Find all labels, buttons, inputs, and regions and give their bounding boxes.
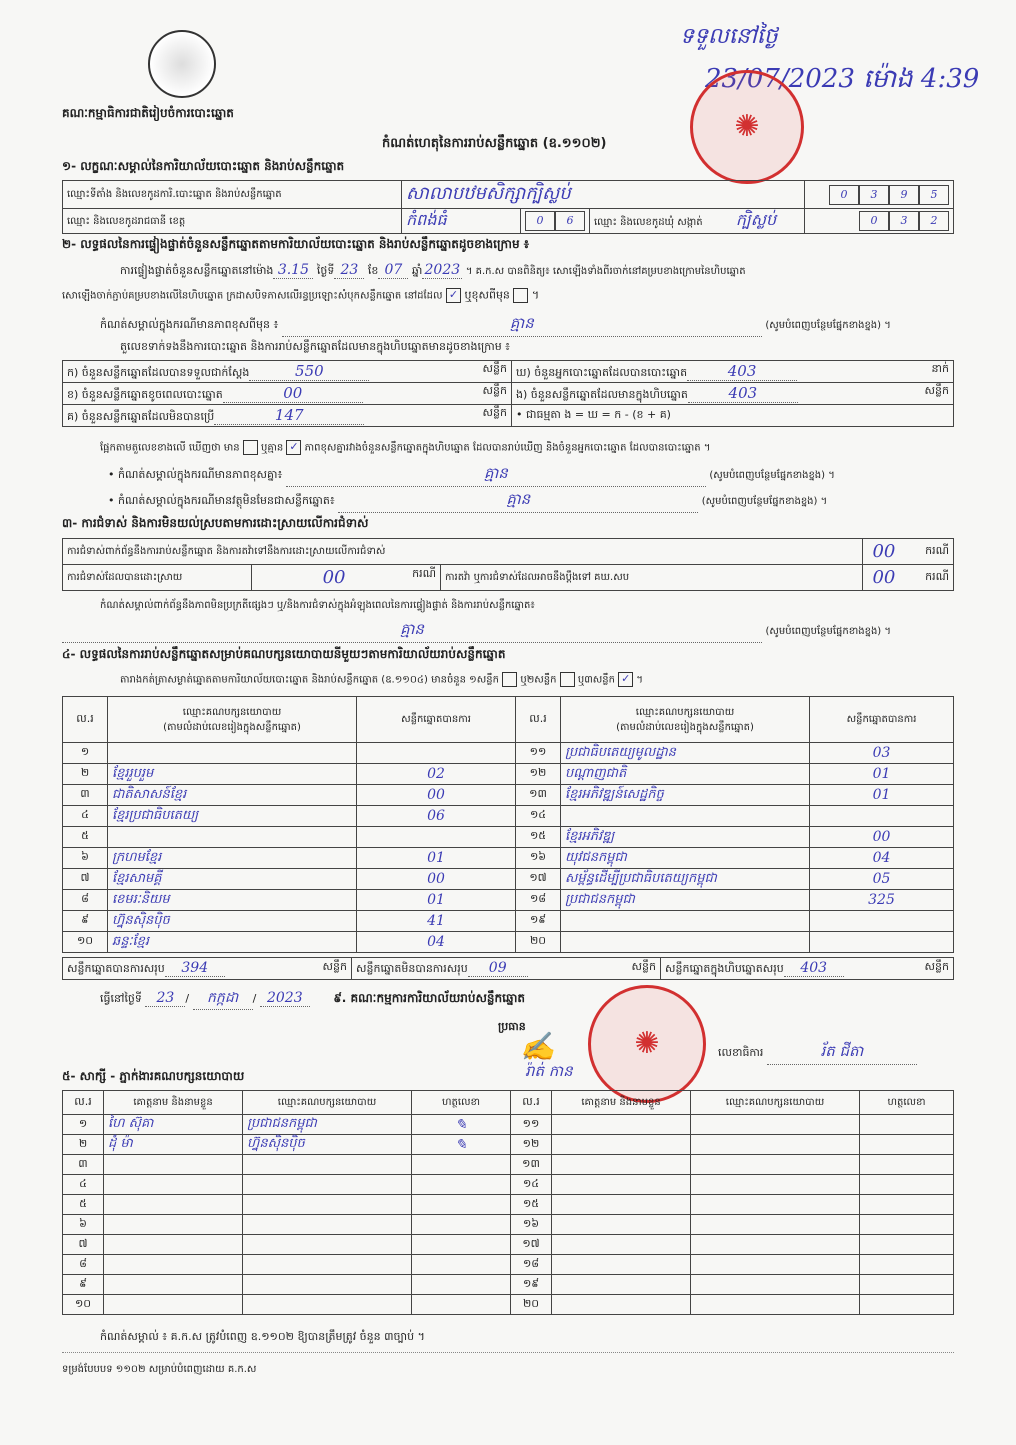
witness-name — [552, 1275, 691, 1295]
vote-count: 325 — [810, 890, 954, 911]
s3-r1-value: 00 — [862, 539, 905, 565]
row-number: ២ — [63, 764, 108, 785]
row-number: ៥ — [63, 827, 108, 848]
table-row — [63, 1295, 954, 1315]
table-row — [63, 1215, 954, 1235]
s1-row2-code: 0 6 — [521, 209, 590, 234]
witness-signature — [412, 1195, 511, 1215]
row-number: ១៦ — [516, 848, 561, 869]
witness-party — [691, 1275, 860, 1295]
s5-witness-body — [63, 1115, 954, 1315]
row-number: ៧ — [63, 869, 108, 890]
s2-note-value: គ្មាន — [282, 314, 762, 337]
witness-name — [104, 1155, 243, 1175]
witness-signature: ✎ — [412, 1115, 511, 1135]
row-number: ១០ — [63, 1295, 104, 1315]
witness-signature — [860, 1255, 954, 1275]
row-number: ១៥ — [511, 1195, 552, 1215]
party-name: សម្ព័ន្ធដើម្បីប្រជាធិបតេយ្យកម្ពុជា — [561, 869, 810, 890]
vote-count: 00 — [810, 827, 954, 848]
s3-note-label: កំណត់សម្គាល់ពាក់ព័ន្ធនឹងភាពមិនប្រក្រតីផ្សេងៗ ឬ/និងការជំទាស់ក្នុងអំឡុងពេលនៃការផ្ទៀងផ្ទាត់ និងការរាប់សន្លឹកឆ្នោត៖ — [100, 600, 535, 611]
s2-b2-value: គ្មាន — [338, 490, 698, 513]
row-number: ១៧ — [511, 1235, 552, 1255]
party-name — [561, 932, 810, 953]
s1-row1-code: 0 3 9 5 — [805, 181, 954, 209]
section4-title: ៤- លទ្ធផលនៃការរាប់សន្លឹកឆ្នោតសម្រាប់គណបក្សនយោបាយនីមួយៗតាមការិយាល័យរាប់សន្លឹកឆ្នោត — [62, 647, 506, 661]
party-name: បណ្តាញជាតិ — [561, 764, 810, 785]
row-number: ១៥ — [516, 827, 561, 848]
witness-name — [552, 1255, 691, 1275]
secretary-line: លេខាធិការ រ័ត ជីតា — [718, 1042, 917, 1065]
section1-table — [62, 180, 954, 234]
s4-total-valid: 394 — [165, 960, 225, 977]
official-seal-top: ✺ — [690, 70, 804, 184]
row-number: ៨ — [63, 1255, 104, 1275]
s2-bullet2: • កំណត់សម្គាល់ក្នុងករណីមានវត្ថុមិនមែនជាសន្លឹកឆ្នោត៖ គ្មាន (សូមបំពេញបន្ថែមផ្នែកខាងខ្នង) ។ — [108, 490, 958, 513]
table-row — [63, 1235, 954, 1255]
national-emblem-icon — [148, 30, 216, 98]
s3-r2b-label: ការតវ៉ា ឬការជំទាស់ដែលអាចនឹងប្តឹងទៅ គឃ.សប — [441, 565, 863, 591]
witness-name: ហៃ ស៊ុគា — [104, 1115, 243, 1135]
party-name — [108, 743, 357, 764]
witness-party — [691, 1155, 860, 1175]
witness-party — [691, 1115, 860, 1135]
s2-figures-table: ក) ចំនួនសន្លឹកឆ្នោតដែលបានទទួលជាក់ស្តែង 550 សន្លឹក ឃ) ចំនួនអ្នកបោះឆ្នោតដែលបានបោះឆ្នោត 403 នាក់ ខ) ចំនួនសន្លឹកឆ្នោតខូចពេលបោះឆ្នោត 00 សន្លឹក ង) ចំនួនសន្លឹកឆ្នោតដែលមានក្នុងហិបឆ្នោត 403 សន្លឹក គ) ចំនួនសន្លឹកឆ្នោតដែលមិនបានប្រើ 147 សន្លឹក • ជាធម្មតា ង = ឃ = ក - (ខ + គ) — [62, 360, 954, 427]
party-name: ខ្មែរប្រជាធិបតេយ្យ — [108, 806, 357, 827]
party-name: ជាតិសាសន៍ខ្មែរ — [108, 785, 357, 806]
section1-title: ១- លក្ខណៈសម្គាល់នៃការិយាល័យបោះឆ្នោត និងរាប់សន្លឹកឆ្នោត — [62, 159, 345, 173]
row-number: ៩ — [63, 911, 108, 932]
witness-name — [552, 1115, 691, 1135]
witness-party — [691, 1295, 860, 1315]
s2-b1-value: គ្មាន — [286, 464, 706, 487]
s2-same-checkbox[interactable]: ✓ — [446, 288, 461, 303]
row-number: ១៩ — [516, 911, 561, 932]
witness-party — [243, 1155, 412, 1175]
s4-date-line: ធ្វើនៅថ្ងៃទី 23 / កក្កដា / 2023 ៩. គណៈកម្មការការិយាល័យរាប់សន្លឹកឆ្នោត — [100, 988, 525, 1010]
row-number: ៩ — [63, 1275, 104, 1295]
s3-r2b-value: 00 — [862, 565, 905, 591]
s4-totals: សន្លឹកឆ្នោតបានការសរុប 394 សន្លឹក សន្លឹកឆ្នោតមិនបានការសរុប 09 សន្លឹក សន្លឹកឆ្នោតក្នុងហិបឆ្នោតសរុប 403 សន្លឹក — [62, 957, 954, 980]
vote-count — [810, 806, 954, 827]
table-row — [63, 890, 954, 911]
handwritten-receipt-line2: 23/07/2023 ម៉ោង 4:39 — [705, 64, 980, 94]
witness-signature — [412, 1295, 511, 1315]
s3-note-value: គ្មាន — [62, 620, 762, 643]
witness-party — [243, 1275, 412, 1295]
row-number: ២ — [63, 1135, 104, 1155]
row-number: ៤ — [63, 806, 108, 827]
row-number: ៧ — [63, 1235, 104, 1255]
s2-month: 07 — [378, 262, 408, 279]
section3-table: ការជំទាស់ពាក់ព័ន្ធនឹងការរាប់សន្លឹកឆ្នោត និងការតវ៉ាទៅនឹងការដោះស្រាយលើការជំទាស់ 00 ករណី ការជំទាស់ដែលបានដោះស្រាយ 00 ករណី ការតវ៉ា ឬការជំទាស់ដែលអាចនឹងប្តឹងទៅ គឃ.សប 00 ករណី — [62, 538, 954, 591]
party-name: ខ្មែររួបរួម — [108, 764, 357, 785]
s2-ng-value: 403 — [688, 384, 798, 403]
row-number: ២០ — [511, 1295, 552, 1315]
witness-name — [104, 1255, 243, 1275]
vote-count — [810, 932, 954, 953]
witness-signature — [860, 1295, 954, 1315]
s3-r1-label: ការជំទាស់ពាក់ព័ន្ធនឹងការរាប់សន្លឹកឆ្នោត និងការតវ៉ាទៅនឹងការដោះស្រាយលើការជំទាស់ — [63, 539, 863, 565]
witness-party — [691, 1195, 860, 1215]
s2-time: 3.15 — [273, 262, 313, 279]
witness-name — [104, 1235, 243, 1255]
vote-count: 01 — [810, 764, 954, 785]
witness-party — [243, 1255, 412, 1275]
row-number: ១៨ — [511, 1255, 552, 1275]
witness-name — [552, 1195, 691, 1215]
party-name: ក្រហមខ្មែរ — [108, 848, 357, 869]
witness-party — [243, 1295, 412, 1315]
witness-name — [104, 1295, 243, 1315]
party-name: ហ្វ៊ុនស៊ិនប៉ិច — [108, 911, 357, 932]
witness-signature — [412, 1255, 511, 1275]
witness-party — [691, 1235, 860, 1255]
table-row — [63, 848, 954, 869]
vote-count: 02 — [357, 764, 516, 785]
witness-name — [552, 1235, 691, 1255]
vote-count: 00 — [357, 785, 516, 806]
witness-signature — [860, 1115, 954, 1135]
official-seal-bottom: ✺ — [588, 985, 706, 1103]
chair-signature: ✍ — [520, 1030, 555, 1063]
s2-has-checkbox[interactable] — [243, 440, 258, 455]
s3-r2-label: ការជំទាស់ដែលបានដោះស្រាយ — [63, 565, 252, 591]
party-name — [561, 806, 810, 827]
row-number: ១ — [63, 1115, 104, 1135]
table-row — [63, 1195, 954, 1215]
party-name — [561, 911, 810, 932]
row-number: ១៣ — [511, 1155, 552, 1175]
handwritten-receipt-line1: ទទួលនៅថ្ងៃ — [680, 24, 778, 49]
witness-party — [243, 1215, 412, 1235]
row-number: ៤ — [63, 1175, 104, 1195]
row-number: ៥ — [63, 1195, 104, 1215]
party-name: ឆន្ទៈខ្មែរ — [108, 932, 357, 953]
s2-day: 23 — [334, 262, 364, 279]
witness-name — [552, 1295, 691, 1315]
footer-text: ទម្រង់បែបបទ ១១០២ សម្រាប់បំពេញដោយ គ.ក.ស — [62, 1364, 257, 1375]
table-row — [63, 1155, 954, 1175]
s2-paragraph1: ការផ្ទៀងផ្ទាត់ចំនួនសន្លឹកឆ្នោតនៅម៉ោង 3.15 ថ្ងៃទី 23 ខែ 07 ឆ្នាំ 2023 ។ គ.ក.ស បានពិនិត្យ៖ សោឡើងទាំងពីរចាក់នៅគម្របខាងក្រោមនៃហិបឆ្នោត — [120, 262, 746, 278]
s2-note: កំណត់សម្គាល់ក្នុងករណីមានភាពខុសពីមុន ៖ គ្មាន (សូមបំពេញបន្ថែមផ្នែកខាងខ្នង) ។ — [100, 314, 960, 337]
witness-name: ដុំ ម៉ា — [104, 1135, 243, 1155]
s4-date-day: 23 — [145, 990, 185, 1007]
table-row — [63, 827, 954, 848]
row-number: ១០ — [63, 932, 108, 953]
row-number: ១២ — [516, 764, 561, 785]
vote-count — [357, 743, 516, 764]
s2-gh-value: 403 — [687, 362, 797, 381]
s2-k-value: 550 — [249, 362, 369, 381]
witness-name — [552, 1155, 691, 1175]
vote-count: 06 — [357, 806, 516, 827]
witness-signature — [860, 1215, 954, 1235]
s4-one-sheet-checkbox[interactable] — [502, 672, 517, 687]
s3-r2-value: 00 — [322, 567, 346, 588]
s4-date-month: កក្កដា — [193, 988, 253, 1010]
row-number: ១ — [63, 743, 108, 764]
s2-none-checkbox[interactable]: ✓ — [286, 440, 301, 455]
witness-signature — [860, 1235, 954, 1255]
row-number: ២០ — [516, 932, 561, 953]
witness-name — [552, 1135, 691, 1155]
party-name: ខ្មែរអភិវឌ្ឍន៍សេដ្ឋកិច្ច — [561, 785, 810, 806]
row-number: ១៩ — [511, 1275, 552, 1295]
s5-note: កំណត់សម្គាល់ ៖ គ.ក.ស ត្រូវបំពេញ ឧ.១១០២ ឱ្យបានត្រឹមត្រូវ ចំនួន ៣ច្បាប់ ។ — [100, 1330, 425, 1343]
row-number: ៣ — [63, 785, 108, 806]
s1-row2-value: កំពង់ធំ — [402, 209, 521, 234]
s1-row2b-label: ឈ្មោះ និងលេខកូដឃុំ សង្កាត់ ក្បិស្លប់ — [590, 209, 805, 234]
row-number: ៣ — [63, 1155, 104, 1175]
table-row — [63, 1275, 954, 1295]
vote-count — [810, 911, 954, 932]
table-row — [63, 1255, 954, 1275]
vote-count: 04 — [810, 848, 954, 869]
s2-kh-value: 00 — [223, 384, 363, 403]
s4-results-table: ល.រ ឈ្មោះគណបក្សនយោបាយ (តាមលំដាប់លេខរៀងក្នុងសន្លឹកឆ្នោត) សន្លឹកឆ្នោតបានការ ល.រ ឈ្មោះគណបក្សនយោបាយ (តាមលំដាប់លេខរៀងក្នុងសន្លឹកឆ្នោត) សន្លឹកឆ្នោតបានការ ១ ១១ ប្រជាធិបតេយ្យមូលដ្ឋាន 03 ២ ខ្មែររួបរួម 02 ១២ បណ្តាញជាតិ 01 ៣ ជាតិសាសន៍ខ្មែរ 00 ១៣ ខ្មែរអភិវឌ្ឍន៍សេដ្ឋកិច្ច 01 ៤ ខ្មែរប្រជាធិបតេយ្យ 06 ១៤ ៥ ១៥ ខ្មែរអភិវឌ្ឍ 00 ៦ ក្រហមខ្មែរ 01 ១៦ យុវជនកម្ពុជា 04 ៧ ខ្មែរសាមគ្គី 00 ១៧ សម្ព័ន្ធដើម្បីប្រជាធិបតេយ្យកម្ពុជា 05 ៨ ខេមរៈនិយម 01 ១៨ ប្រជាជនកម្ពុជា 325 ៩ ហ្វ៊ុនស៊ិនប៉ិច 41 ១៩ ១០ ឆន្ទៈខ្មែរ 04 ២០ — [62, 696, 954, 953]
row-number: ៦ — [63, 848, 108, 869]
s2-bullet1: • កំណត់សម្គាល់ក្នុងករណីមានភាពខុសគ្នា៖ គ្មាន (សូមបំពេញបន្ថែមផ្នែកខាងខ្នង) ។ — [108, 464, 958, 487]
table-row — [63, 1135, 954, 1155]
vote-count: 00 — [357, 869, 516, 890]
witness-signature — [860, 1275, 954, 1295]
table-row — [63, 932, 954, 953]
witness-signature — [860, 1155, 954, 1175]
party-name: ខ្មែរសាមគ្គី — [108, 869, 357, 890]
witness-signature — [412, 1215, 511, 1235]
s4-total-ballots: 403 — [784, 960, 844, 977]
s4-two-sheets-checkbox[interactable] — [560, 672, 575, 687]
witness-party — [243, 1175, 412, 1195]
vote-count: 04 — [357, 932, 516, 953]
vote-count: 05 — [810, 869, 954, 890]
s4-three-sheets-checkbox[interactable]: ✓ — [618, 672, 633, 687]
table-row — [63, 1115, 954, 1135]
s1-row1-value: សាលាបឋមសិក្សាក្បិស្លប់ — [402, 181, 805, 209]
table-row — [63, 1175, 954, 1195]
table-row — [63, 764, 954, 785]
table-row — [63, 743, 954, 764]
chair-label: ប្រធាន — [498, 1020, 526, 1033]
table-row — [63, 785, 954, 806]
witness-name — [104, 1175, 243, 1195]
witness-name — [104, 1195, 243, 1215]
s2-g-value: 147 — [214, 406, 364, 425]
s1-row2-label: ឈ្មោះ និងលេខកូដរាជធានី ខេត្ត — [63, 209, 402, 234]
vote-count: 01 — [357, 848, 516, 869]
party-name: ប្រជាជនកម្ពុជា — [561, 890, 810, 911]
party-name: ប្រជាធិបតេយ្យមូលដ្ឋាន — [561, 743, 810, 764]
witness-signature — [412, 1155, 511, 1175]
row-number: ១៦ — [511, 1215, 552, 1235]
section2-title: ២- លទ្ធផលនៃការផ្ទៀងផ្ទាត់ចំនួនសន្លឹកឆ្នោតតាមការិយាល័យបោះឆ្នោត និងរាប់សន្លឹកឆ្នោតដូចខាងក្រោម ៖ — [62, 237, 530, 251]
s1-row2b-code: 0 3 2 — [805, 209, 954, 234]
s4-date-year: 2023 — [260, 990, 310, 1007]
header-org: គណៈកម្មាធិការជាតិរៀបចំការបោះឆ្នោត — [62, 106, 234, 120]
section5-title: ៥- សាក្សី - ភ្នាក់ងារគណបក្សនយោបាយ — [62, 1069, 245, 1083]
s4-intro: តារាងកត់ត្រាសម្ងាត់ឆ្នោតតាមការិយាល័យបោះឆ្នោត និងរាប់សន្លឹកឆ្នោត (ឧ.១១០៤) មានចំនួន ១សន្លឹក ឬ២សន្លឹក ឬ៣សន្លឹក ✓ ។ — [120, 672, 643, 686]
party-name — [108, 827, 357, 848]
witness-signature — [860, 1135, 954, 1155]
witness-party — [691, 1215, 860, 1235]
row-number: ១៣ — [516, 785, 561, 806]
witness-party — [243, 1195, 412, 1215]
s1-row1-label: ឈ្មោះទីតាំង និងលេខកូដការិ.បោះឆ្នោត និងរាប់សន្លឹកឆ្នោត — [63, 181, 402, 209]
document-title: កំណត់ហេតុនៃការរាប់សន្លឹកឆ្នោត (ឧ.១១០២) — [382, 136, 607, 151]
row-number: ៦ — [63, 1215, 104, 1235]
witness-signature: ✎ — [412, 1135, 511, 1155]
witness-signature — [860, 1175, 954, 1195]
s2-formula: • ជាធម្មតា ង = ឃ = ក - (ខ + គ) — [512, 405, 954, 427]
s5-witness-table: ល.រ គោត្តនាម និងនាមខ្លួន ឈ្មោះគណបក្សនយោបាយ ហត្ថលេខា ល.រ គោត្តនាម និងនាមខ្លួន ឈ្មោះគណបក្សនយោបាយ ហត្ថលេខា ១ ហៃ ស៊ុគា ប្រជាជនកម្ពុជា ✎ ១១ ២ ដុំ ម៉ា ហ្វ៊ុនស៊ិនប៉ិច ✎ ១២ ៣ ១៣ ៤ ១៤ ៥ ១៥ ៦ ១៦ ៧ ១៧ ៨ ១៨ ៩ ១៩ ១០ ២០ — [62, 1090, 954, 1315]
witness-party: ប្រជាជនកម្ពុជា — [243, 1115, 412, 1135]
s2-paragraph3: ផ្អែកតាមតួលេខខាងលើ ឃើញថា មាន ឬគ្មាន ✓ ភាពខុសគ្នារវាងចំនួនសន្លឹកឆ្នោតក្នុងហិបឆ្នោត ដែលបានរាប់ឃើញ និងចំនួនអ្នកបោះឆ្នោត ដែលបានបោះឆ្នោត ។ — [100, 440, 711, 454]
s3-note: គ្មាន (សូមបំពេញបន្ថែមផ្នែកខាងខ្នង) ។ — [62, 620, 954, 643]
party-name: យុវជនកម្ពុជា — [561, 848, 810, 869]
witness-signature — [412, 1175, 511, 1195]
s4-results-body — [63, 743, 954, 953]
witness-party — [243, 1235, 412, 1255]
witness-name — [104, 1215, 243, 1235]
row-number: ១៧ — [516, 869, 561, 890]
party-name: ខេមរៈនិយម — [108, 890, 357, 911]
s2-list-intro: តួលេខទាក់ទងនឹងការបោះឆ្នោត និងការរាប់សន្លឹកឆ្នោតដែលមានក្នុងហិបឆ្នោតមានដូចខាងក្រោម ៖ — [120, 340, 511, 353]
s2-paragraph2: សោឡើងចាក់ភ្ជាប់គម្របខាងលើនៃហិបឆ្នោត ក្រដាសបិទភាសលើរន្ធប្រឡោះសំបុកសន្លឹកឆ្នោត នៅដដែល ✓ ឬខុសពីមុន ។ — [62, 288, 540, 302]
vote-count: 03 — [810, 743, 954, 764]
vote-count — [357, 827, 516, 848]
witness-signature — [412, 1275, 511, 1295]
s2-year: 2023 — [422, 262, 462, 279]
row-number: ១៨ — [516, 890, 561, 911]
witness-party — [691, 1255, 860, 1275]
witness-name — [552, 1215, 691, 1235]
row-number: ១២ — [511, 1135, 552, 1155]
witness-signature — [412, 1235, 511, 1255]
row-number: ៨ — [63, 890, 108, 911]
footer-rule — [62, 1352, 954, 1353]
secretary-value: រ័ត ជីតា — [767, 1042, 917, 1065]
chair-name: រ៉ាត់ កាន — [525, 1062, 573, 1080]
witness-party — [691, 1175, 860, 1195]
vote-count: 01 — [810, 785, 954, 806]
party-name: ខ្មែរអភិវឌ្ឍ — [561, 827, 810, 848]
witness-party: ហ្វ៊ុនស៊ិនប៉ិច — [243, 1135, 412, 1155]
row-number: ១១ — [511, 1115, 552, 1135]
vote-count: 41 — [357, 911, 516, 932]
table-row — [63, 806, 954, 827]
s2-different-checkbox[interactable] — [513, 288, 528, 303]
s1-row2b-value: ក្បិស្លប់ — [735, 210, 777, 229]
witness-signature — [860, 1195, 954, 1215]
row-number: ១៤ — [511, 1175, 552, 1195]
s4-total-invalid: 09 — [468, 960, 528, 977]
table-row — [63, 869, 954, 890]
witness-name — [552, 1175, 691, 1195]
row-number: ១១ — [516, 743, 561, 764]
table-row — [63, 911, 954, 932]
witness-name — [104, 1275, 243, 1295]
row-number: ១៤ — [516, 806, 561, 827]
section3-title: ៣- ការជំទាស់ និងការមិនយល់ស្របតាមការដោះស្រាយលើការជំទាស់ — [62, 516, 369, 530]
witness-party — [691, 1135, 860, 1155]
vote-count: 01 — [357, 890, 516, 911]
